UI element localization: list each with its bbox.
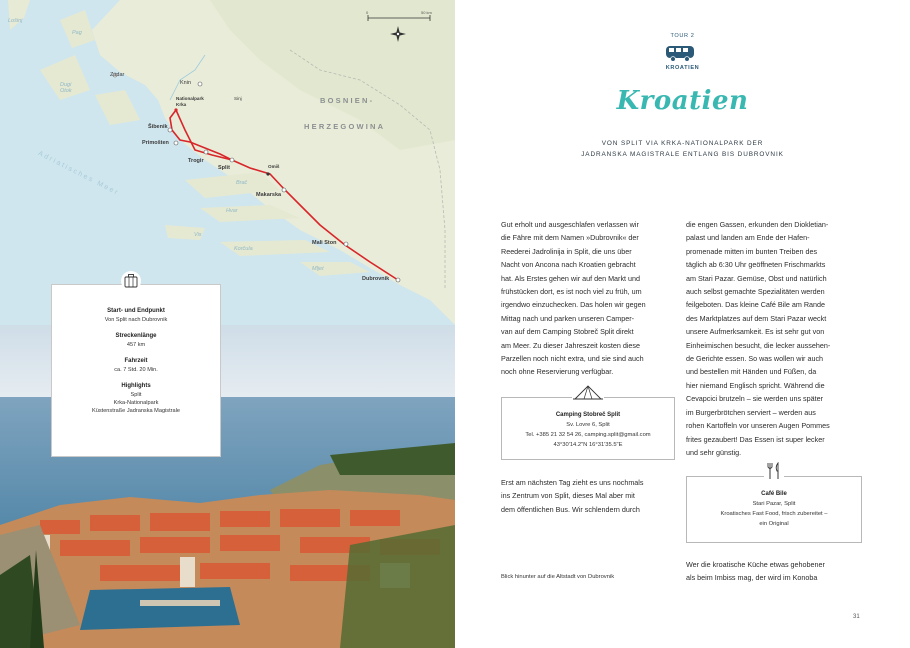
body-column-2-para-2 (686, 558, 864, 585)
text-line: Cevapcici brutzeln – sie werden uns später (686, 394, 824, 404)
text-line: promenade mitten im bunten Treiben des (686, 246, 818, 256)
info-value: Krka-Nationalpark (113, 400, 159, 406)
text-line: im Burgerbrötchen serviert – werden aus (686, 407, 816, 417)
label-losinj: Lošinj (8, 18, 23, 24)
info-heading: Streckenlänge (115, 333, 157, 339)
text-line: Erst am nächsten Tag zieht es uns nochmals (501, 478, 644, 487)
label-dugi-otok: Dugi Otok (60, 82, 72, 94)
label-brac: Brač (236, 180, 248, 186)
text-line: Reederei Jadrolinija in Split, die uns über (501, 246, 632, 256)
info-heading: Fahrzeit (124, 358, 148, 364)
label-mljet: Mljet (312, 266, 324, 272)
label-trogir: Trogir (188, 158, 204, 164)
info-heading: Highlights (121, 383, 151, 389)
text-line: palast und landen am Ende der Hafen- (686, 233, 810, 243)
text-line: auch selbst gemachte Spezialitäten werden (686, 287, 825, 297)
tour-number: TOUR 2 (670, 33, 695, 39)
text-line: feilgeboten. Das kleine Café Bile am Rande (686, 300, 826, 310)
text-line: als beim Imbiss mag, der wird im Konoba (686, 573, 818, 583)
camping-info-box (501, 397, 675, 460)
text-line: und sehr günstig. (686, 447, 742, 457)
label-zadar: Zadar (110, 72, 125, 78)
label-hvar: Hvar (226, 208, 238, 214)
label-nationalpark: Nationalpark Krka (176, 96, 204, 107)
label-sinj: Sinj (234, 96, 242, 101)
text-line: rohen Kartoffeln vor unseren Augen Pommes (686, 421, 830, 431)
label-korcula: Korčula (234, 246, 253, 252)
text-line: hat. Als Erstes gehen wir auf den Markt und (501, 273, 641, 283)
info-value: ca. 7 Std. 20 Min. (114, 367, 158, 373)
label-pag: Pag (72, 30, 82, 36)
text-line: die Fähre mit dem Namen »Dubrovnik« der (501, 233, 639, 243)
region-label-line1: BOSNIEN- (320, 96, 375, 105)
campervan-icon (663, 43, 697, 63)
text-line: des Marktplatzes auf dem Stari Pazar weckt (686, 313, 827, 323)
camping-coordinates: 43°30'14.2"N 16°31'35.5"E (553, 442, 623, 448)
page-title: Kroatien (616, 86, 749, 116)
text-line: noch ohne Reservierung verfügbar. (501, 367, 614, 377)
label-dubrovnik: Dubrovnik (362, 276, 390, 282)
info-distance (52, 332, 220, 349)
text-line: ins Zentrum von Split, dieses Mal aber mit (501, 491, 635, 501)
text-line: dem öffentlichen Bus. Wir schlendern durch (501, 504, 640, 514)
text-line: Nacht von Ancona nach Kroatien gebracht (501, 260, 636, 270)
label-primosten: Primošten (142, 140, 169, 146)
text-line: und bestellen mit Händen und Füßen, da (686, 367, 817, 377)
info-duration (52, 357, 220, 374)
camping-title: Camping Stobreč Split (555, 412, 621, 418)
info-value: Split (130, 392, 142, 398)
text-line: frites gezaubert! Das Essen ist super lecker (686, 434, 825, 444)
subtitle-line: JADRANSKA MAGISTRALE ENTLANG BIS DUBROVNIK (581, 151, 784, 158)
trip-info-box (51, 284, 221, 457)
cafe-description: Kroatisches Fast Food, frisch zubereitet – (720, 511, 828, 517)
cafe-info-box (686, 476, 862, 543)
cafe-address: Stari Pazar, Split (752, 501, 796, 507)
body-column-2-para-1 (686, 218, 864, 459)
right-page (455, 0, 910, 648)
info-value: Von Split nach Dubrovnik (104, 317, 168, 323)
label-split: Split (218, 165, 230, 171)
scale-start: 0 (366, 10, 369, 15)
info-heading: Start- und Endpunkt (107, 308, 165, 314)
region-label-line2: HERZEGOWINA (304, 122, 386, 131)
label-makarska: Makarska (256, 192, 282, 198)
suitcase-icon (121, 271, 141, 291)
text-line: de Gerichte essen. So was wollen wir auch (686, 354, 824, 364)
tent-icon (572, 384, 604, 400)
text-line: Mittag nach und parken unseren Camper- (501, 313, 635, 323)
cafe-description-end: ein Original (759, 521, 789, 527)
photo-caption: Blick hinunter auf die Altstadt von Dubrovnik (501, 574, 615, 580)
label-mali-ston: Mali Ston (312, 240, 337, 246)
text-line: Wer die kroatische Küche etwas gehobener (686, 560, 825, 569)
text-line: am Meer. Zu dieser Jahreszeit kosten diese (501, 340, 641, 350)
label-knin: Knin (180, 80, 192, 86)
scale-end: 50 km (421, 10, 432, 15)
page-subtitle (455, 138, 910, 160)
text-line: irgendwo einzuchecken. Das holen wir gegen (501, 300, 646, 310)
text-line: Parzellen noch nicht extra, und sie sind auch (501, 354, 644, 364)
text-line: van auf dem Camping Stobreč Split direkt (501, 327, 634, 337)
camping-contact: Tel. +385 21 32 54 26, camping.split@gmail.com (525, 432, 651, 438)
subtitle-line: VON SPLIT VIA KRKA-NATIONALPARK DER (601, 140, 764, 147)
text-line: täglich ab 6:30 Uhr geöffneten Frischmarkts (686, 260, 826, 270)
text-line: die engen Gassen, erkunden den Diokletian- (686, 220, 829, 229)
body-column-1-para-1 (501, 218, 669, 379)
label-sibenik: Šibenik (148, 124, 168, 130)
route-map (0, 0, 455, 325)
info-value: Küstenstraße Jadranska Magistrale (92, 408, 180, 414)
text-line: unsere Aufmerksamkeit. Es ist sehr gut von (686, 327, 825, 337)
text-line: hier niemand Englisch spricht. Während die (686, 380, 825, 390)
text-line: frühstücken dort, es ist noch viel zu früh, um (501, 287, 642, 297)
cafe-title: Café Bile (761, 491, 787, 497)
info-highlights (52, 382, 220, 415)
body-column-1-para-2 (501, 476, 669, 516)
text-line: Gut erholt und ausgeschlafen verlassen wir (501, 220, 639, 229)
label-vis: Vis (194, 232, 202, 238)
info-start-end (52, 307, 220, 324)
tour-region: KROATIEN (665, 65, 700, 71)
text-line: am Stari Pazar. Gemüse, Obst und natürlich (686, 273, 827, 283)
sea-label: Adriatisches Meer (36, 150, 121, 198)
camping-address: Sv. Lovre 6, Split (566, 422, 610, 428)
cutlery-icon (764, 462, 784, 480)
label-omis: Omiš (268, 164, 280, 169)
info-value: 457 km (126, 342, 146, 348)
text-line: Einheimischen besucht, die lecker aussehen- (686, 340, 831, 350)
page-number: 31 (853, 614, 860, 620)
